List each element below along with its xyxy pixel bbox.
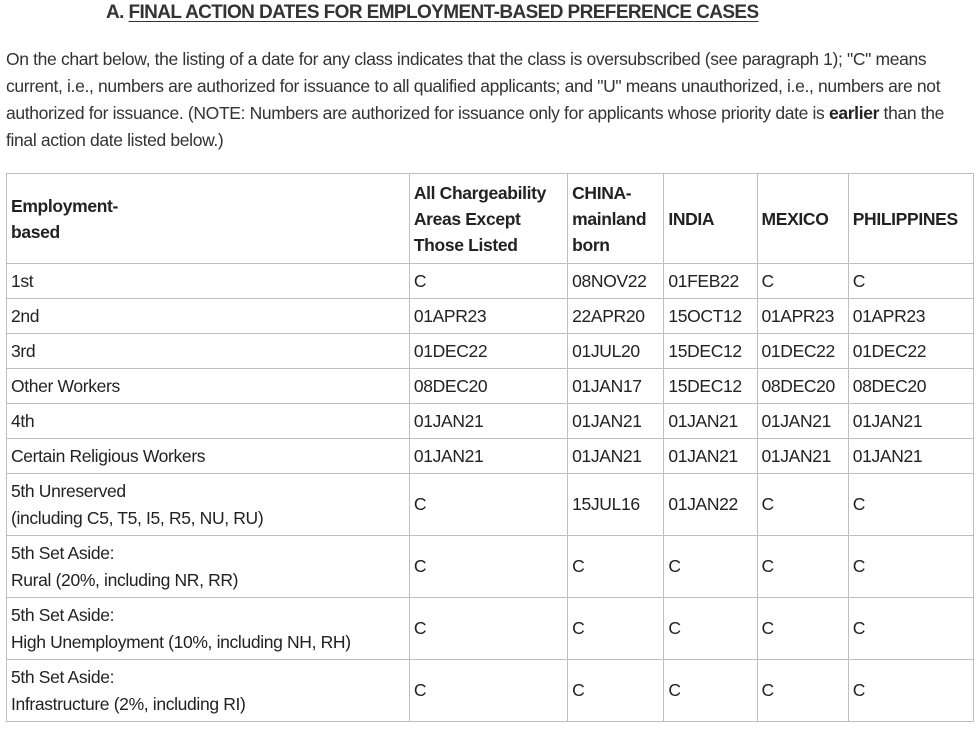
intro-text-part2: than the final action date listed below.) <box>6 103 945 150</box>
table-row <box>7 598 974 660</box>
header-line: INDIA <box>668 208 715 229</box>
header-india <box>664 174 757 264</box>
table-cell: C <box>409 264 567 299</box>
table-cell: 01JAN21 <box>848 404 973 439</box>
row-label <box>7 299 410 334</box>
row-label-line: High Unemployment (10%, including NH, RH) <box>11 631 351 652</box>
row-label <box>7 264 410 299</box>
row-label-line: Other Workers <box>11 375 120 396</box>
table-row <box>7 299 974 334</box>
header-employment-based <box>7 174 410 264</box>
row-label-line: Certain Religious Workers <box>11 445 206 466</box>
table-cell: 01APR23 <box>757 299 848 334</box>
table-row <box>7 439 974 474</box>
row-label <box>7 404 410 439</box>
row-label-line: (including C5, T5, I5, R5, NU, RU) <box>11 507 264 528</box>
table-cell: C <box>848 598 973 660</box>
row-label-line: 5th Set Aside: <box>11 542 115 563</box>
section-heading <box>106 2 759 24</box>
table-cell: 01DEC22 <box>409 334 567 369</box>
row-label <box>7 439 410 474</box>
table-row <box>7 660 974 722</box>
header-mexico <box>757 174 848 264</box>
header-line: born <box>572 234 610 255</box>
row-label <box>7 369 410 404</box>
table-cell: 01JUL20 <box>568 334 664 369</box>
row-label-line: Infrastructure (2%, including RI) <box>11 693 246 714</box>
final-action-dates-table <box>6 173 974 722</box>
table-cell: 15DEC12 <box>664 334 757 369</box>
header-china <box>568 174 664 264</box>
table-cell: C <box>664 598 757 660</box>
table-cell: 08DEC20 <box>757 369 848 404</box>
row-label <box>7 474 410 536</box>
row-label-line: Rural (20%, including NR, RR) <box>11 569 239 590</box>
row-label-line: 5th Set Aside: <box>11 666 115 687</box>
table-row <box>7 474 974 536</box>
table-cell: C <box>409 536 567 598</box>
row-label-line: 2nd <box>11 305 40 326</box>
table-cell: 01JAN21 <box>757 439 848 474</box>
table-cell: 01JAN21 <box>409 404 567 439</box>
table-cell: 01JAN22 <box>664 474 757 536</box>
table-cell: C <box>848 536 973 598</box>
row-label <box>7 334 410 369</box>
table-cell: C <box>757 474 848 536</box>
intro-text-part1: On the chart below, the listing of a date for any class indicates that the class is oversubscribed (see paragraph 1); "C" means current, i.e., numbers are authorized for issuance to all qualified applicants; and "U" means unauthorized, i.e., numbers are not authorized for issuance. (NOTE: Numbers are authorized for issuance only for applicants whose priority date is <box>6 49 941 123</box>
table-row <box>7 264 974 299</box>
section-letter: A. <box>106 2 124 23</box>
header-line: Areas Except <box>413 208 521 229</box>
table-cell: 01JAN17 <box>568 369 664 404</box>
intro-paragraph <box>6 46 974 154</box>
table-row <box>7 334 974 369</box>
table-cell: C <box>848 474 973 536</box>
table-cell: 01APR23 <box>409 299 567 334</box>
table-cell: C <box>568 598 664 660</box>
header-line: mainland <box>572 208 647 229</box>
row-label-line: 3rd <box>11 340 36 361</box>
table-cell: C <box>757 264 848 299</box>
intro-bold-word: earlier <box>828 103 880 123</box>
header-all-chargeability <box>409 174 567 264</box>
table-cell: 01JAN21 <box>409 439 567 474</box>
table-cell: C <box>568 536 664 598</box>
row-label-line: 5th Set Aside: <box>11 604 115 625</box>
table-cell: 01JAN21 <box>757 404 848 439</box>
table-cell: 01JAN21 <box>848 439 973 474</box>
row-label-line: 1st <box>11 270 34 291</box>
row-label-line: 5th Unreserved <box>11 480 126 501</box>
table-cell: C <box>757 598 848 660</box>
table-cell: 01FEB22 <box>664 264 757 299</box>
table-cell: C <box>848 264 973 299</box>
header-line: CHINA- <box>572 182 632 203</box>
table-cell: C <box>568 660 664 722</box>
table-cell: C <box>409 660 567 722</box>
table-cell: 15JUL16 <box>568 474 664 536</box>
section-title: FINAL ACTION DATES FOR EMPLOYMENT-BASED PREFERENCE CASES <box>128 2 759 23</box>
row-label-line: 4th <box>11 410 35 431</box>
table-cell: 01JAN21 <box>664 404 757 439</box>
table-cell: C <box>409 474 567 536</box>
table-cell: 08DEC20 <box>409 369 567 404</box>
row-label <box>7 536 410 598</box>
table-cell: 15OCT12 <box>664 299 757 334</box>
table-cell: C <box>664 536 757 598</box>
table-cell: 01APR23 <box>848 299 973 334</box>
table-cell: 01JAN21 <box>664 439 757 474</box>
header-line: PHILIPPINES <box>852 208 958 229</box>
table-row <box>7 404 974 439</box>
header-line: All Chargeability <box>413 182 546 203</box>
table-cell: 08DEC20 <box>848 369 973 404</box>
header-philippines <box>848 174 973 264</box>
table-cell: C <box>409 598 567 660</box>
row-label <box>7 598 410 660</box>
table-cell: 01JAN21 <box>568 439 664 474</box>
table-cell: 01DEC22 <box>757 334 848 369</box>
header-line: Those Listed <box>413 234 518 255</box>
header-line: based <box>11 221 60 242</box>
table-row <box>7 369 974 404</box>
table-cell: 01JAN21 <box>568 404 664 439</box>
table-cell: 22APR20 <box>568 299 664 334</box>
table-cell: C <box>757 660 848 722</box>
table-cell: 01DEC22 <box>848 334 973 369</box>
table-cell: 08NOV22 <box>568 264 664 299</box>
row-label <box>7 660 410 722</box>
table-cell: 15DEC12 <box>664 369 757 404</box>
table-header-row <box>7 174 974 264</box>
table-cell: C <box>848 660 973 722</box>
table-cell: C <box>757 536 848 598</box>
header-line: Employment- <box>11 195 118 216</box>
table-row <box>7 536 974 598</box>
header-line: MEXICO <box>761 208 829 229</box>
table-cell: C <box>664 660 757 722</box>
